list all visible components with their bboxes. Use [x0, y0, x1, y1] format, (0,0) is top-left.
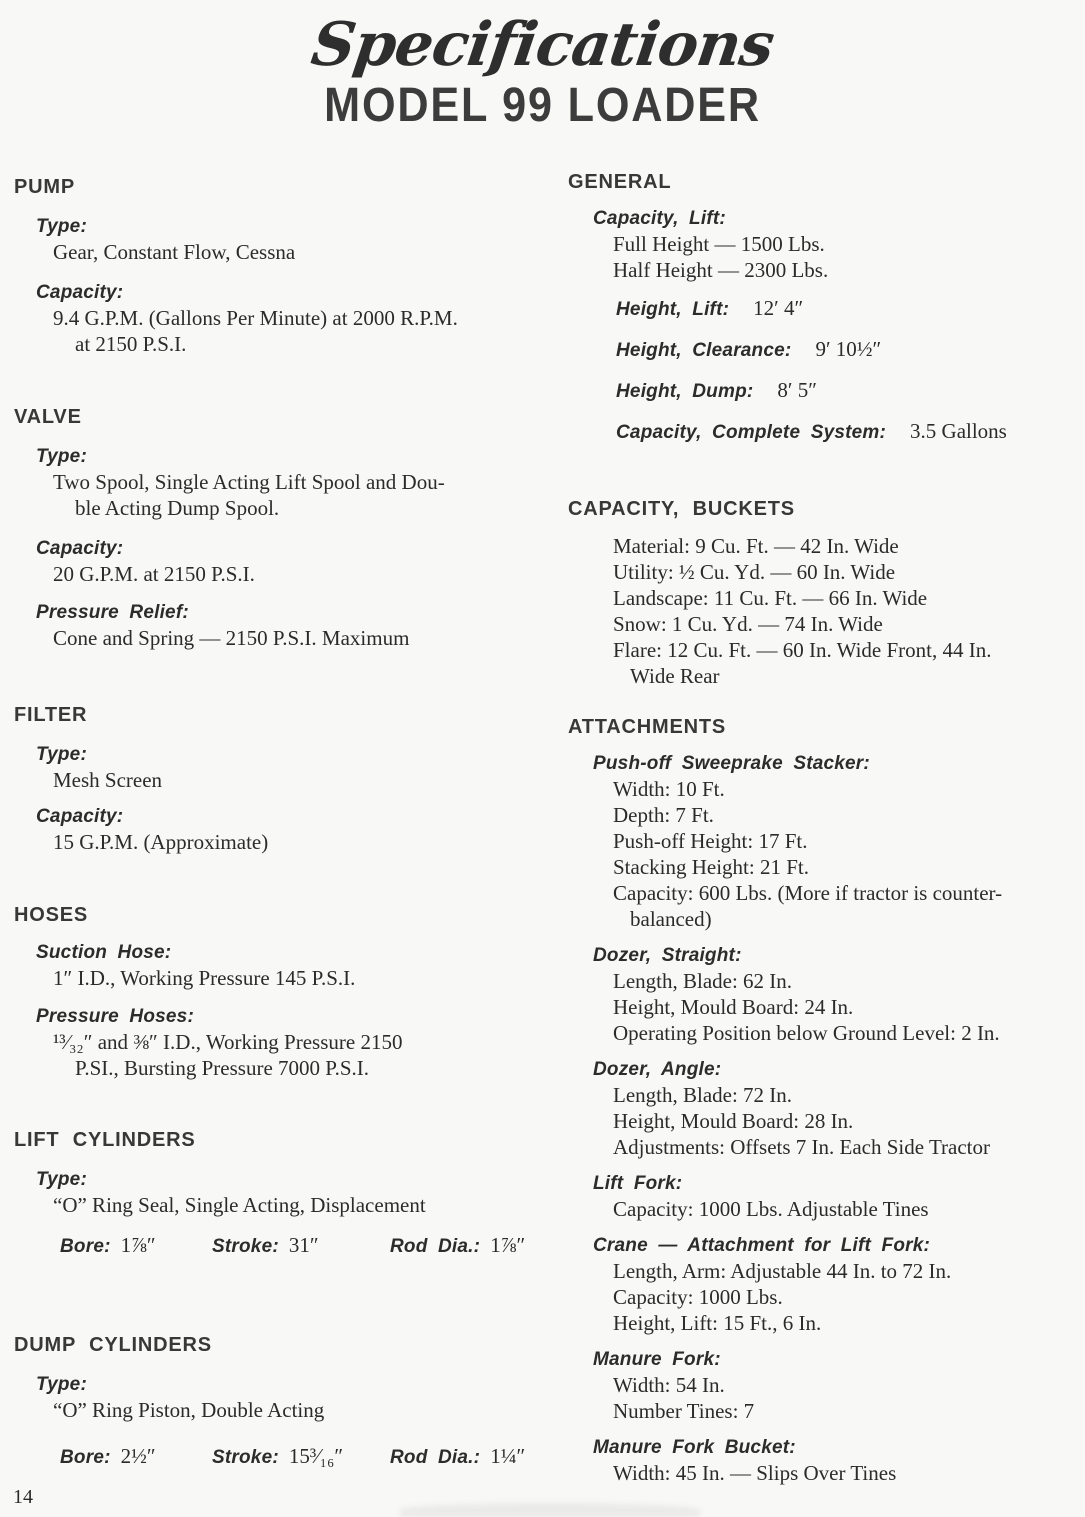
spec-value: 1¼″: [490, 1444, 526, 1468]
spec-value: Length, Arm: Adjustable 44 In. to 72 In.: [613, 1259, 952, 1283]
spec-value: 1⅞″: [490, 1233, 526, 1257]
spec-value: Adjustments: Offsets 7 In. Each Side Tractor: [613, 1135, 990, 1159]
cylinder-dimensions-row: [60, 1443, 549, 1472]
spec-label-dozer-straight: Dozer, Straight:: [593, 945, 742, 966]
page-number: 14: [13, 1486, 33, 1508]
section-heading-capacity-buckets: CAPACITY, BUCKETS: [568, 498, 795, 520]
spec-label-manure-fork-bucket: Manure Fork Bucket:: [593, 1437, 796, 1458]
section-capacity-buckets: [568, 497, 1085, 689]
spec-label-stroke: Stroke:: [212, 1236, 279, 1257]
spec-label-capacity-system: Capacity, Complete System:: [616, 422, 887, 443]
spec-value: 31″: [288, 1233, 319, 1257]
bucket-spec-flare-continued: Wide Rear: [630, 664, 720, 688]
spec-value: “O” Ring Piston, Double Acting: [53, 1398, 325, 1422]
spec-value: Capacity: 1000 Lbs.: [613, 1285, 783, 1309]
spec-value: Two Spool, Single Acting Lift Spool and Dou-: [53, 470, 445, 494]
page-title-script: Specifications: [307, 10, 778, 80]
section-pump: [14, 175, 549, 357]
spec-value: Operating Position below Ground Level: 2 In.: [613, 1021, 1000, 1045]
spec-value-continued: balanced): [630, 907, 712, 931]
scan-smudge-artifact: [400, 1503, 700, 1517]
spec-value: Height, Mould Board: 24 In.: [613, 995, 854, 1019]
spec-value: 12′ 4″: [753, 296, 804, 320]
spec-value: Half Height — 2300 Lbs.: [613, 258, 829, 282]
spec-value: Capacity: 1000 Lbs. Adjustable Tines: [613, 1197, 929, 1221]
spec-value: Width: 45 In. — Slips Over Tines: [613, 1461, 897, 1485]
spec-label-pressure-hoses: Pressure Hoses:: [36, 1006, 194, 1027]
spec-label-stroke: Stroke:: [212, 1447, 279, 1468]
cylinder-dimensions-row: [60, 1232, 549, 1261]
section-heading-dump-cylinders: DUMP CYLINDERS: [14, 1334, 212, 1356]
spec-label-lift-fork: Lift Fork:: [593, 1173, 683, 1194]
dimension-stroke: [212, 1232, 390, 1261]
spec-value: Mesh Screen: [53, 768, 163, 792]
section-attachments: [568, 715, 1085, 1486]
spec-value: 15³⁄₁₆″: [288, 1444, 344, 1468]
spec-label-capacity: Capacity:: [36, 806, 124, 827]
spec-value: “O” Ring Seal, Single Acting, Displacement: [53, 1193, 426, 1217]
spec-value: Capacity: 600 Lbs. (More if tractor is counter-: [613, 881, 1003, 905]
spec-label-height-lift: Height, Lift:: [616, 299, 730, 320]
spec-value: 8′ 5″: [777, 378, 818, 402]
spec-label-rod-dia: Rod Dia.:: [390, 1447, 481, 1468]
spec-value: Height, Lift: 15 Ft., 6 In.: [613, 1311, 822, 1335]
section-filter: [14, 703, 549, 855]
spec-value: 20 G.P.M. at 2150 P.S.I.: [53, 562, 255, 586]
spec-label-capacity: Capacity:: [36, 282, 124, 303]
section-heading-general: GENERAL: [568, 171, 672, 193]
spec-label-capacity: Capacity:: [36, 538, 124, 559]
bucket-spec-utility: Utility: ½ Cu. Yd. — 60 In. Wide: [613, 560, 896, 584]
spec-row-height-clearance: [591, 336, 1085, 365]
spec-row-capacity-system: [591, 418, 1085, 447]
section-heading-hoses: HOSES: [14, 904, 89, 926]
page-title-model: MODEL 99 LOADER: [324, 79, 761, 132]
spec-value: Gear, Constant Flow, Cessna: [53, 240, 296, 264]
spec-label-capacity-lift: Capacity, Lift:: [593, 208, 726, 229]
spec-label-type: Type:: [36, 744, 87, 765]
spec-value: Number Tines: 7: [613, 1399, 755, 1423]
spec-label-bore: Bore:: [60, 1236, 111, 1257]
spec-value: Width: 10 Ft.: [613, 777, 725, 801]
spec-label-type: Type:: [36, 1374, 87, 1395]
dimension-rod-dia: [390, 1232, 525, 1261]
section-heading-pump: PUMP: [14, 176, 75, 198]
spec-label-height-dump: Height, Dump:: [616, 381, 754, 402]
spec-value: Width: 54 In.: [613, 1373, 725, 1397]
spec-value: 15 G.P.M. (Approximate): [53, 830, 269, 854]
spec-row-height-dump: [591, 377, 1085, 406]
spec-row-height-lift: [591, 295, 1085, 324]
spec-value: Length, Blade: 72 In.: [613, 1083, 793, 1107]
spec-value: ¹³⁄₃₂″ and ⅜″ I.D., Working Pressure 2150: [53, 1030, 403, 1054]
spec-value: Stacking Height: 21 Ft.: [613, 855, 809, 879]
spec-label-pressure-relief: Pressure Relief:: [36, 602, 189, 623]
spec-value: Full Height — 1500 Lbs.: [613, 232, 825, 256]
dimension-bore: [60, 1232, 212, 1261]
section-dump-cylinders: [14, 1333, 549, 1472]
spec-value: Cone and Spring — 2150 P.S.I. Maximum: [53, 626, 410, 650]
spec-value-continued: at 2150 P.S.I.: [75, 332, 187, 356]
spec-value: 1″ I.D., Working Pressure 145 P.S.I.: [53, 966, 356, 990]
section-general: [568, 170, 1085, 447]
spec-label-suction-hose: Suction Hose:: [36, 942, 172, 963]
section-heading-valve: VALVE: [14, 406, 82, 428]
spec-value-continued: P.SI., Bursting Pressure 7000 P.S.I.: [75, 1056, 370, 1080]
dimension-rod-dia: [390, 1443, 525, 1472]
spec-label-type: Type:: [36, 216, 87, 237]
masthead: [0, 0, 1085, 130]
spec-label-type: Type:: [36, 1169, 87, 1190]
section-heading-filter: FILTER: [14, 704, 88, 726]
spec-label-crane: Crane — Attachment for Lift Fork:: [593, 1235, 931, 1256]
spec-value: 2½″: [120, 1444, 156, 1468]
spec-label-rod-dia: Rod Dia.:: [390, 1236, 481, 1257]
section-heading-attachments: ATTACHMENTS: [568, 716, 727, 738]
section-valve: [14, 405, 549, 651]
spec-value: 9.4 G.P.M. (Gallons Per Minute) at 2000 R.P.M.: [53, 306, 458, 330]
spec-value-continued: ble Acting Dump Spool.: [75, 496, 280, 520]
bucket-spec-snow: Snow: 1 Cu. Yd. — 74 In. Wide: [613, 612, 883, 636]
bucket-spec-material: Material: 9 Cu. Ft. — 42 In. Wide: [613, 534, 899, 558]
spec-label-manure-fork: Manure Fork:: [593, 1349, 721, 1370]
spec-value: Push-off Height: 17 Ft.: [613, 829, 808, 853]
dimension-bore: [60, 1443, 212, 1472]
spec-label-height-clearance: Height, Clearance:: [616, 340, 792, 361]
spec-label-dozer-angle: Dozer, Angle:: [593, 1059, 722, 1080]
dimension-stroke: [212, 1443, 390, 1472]
spec-label-bore: Bore:: [60, 1447, 111, 1468]
spec-value: 9′ 10½″: [815, 337, 882, 361]
spec-value: 3.5 Gallons: [910, 419, 1007, 443]
spec-value: Depth: 7 Ft.: [613, 803, 714, 827]
section-heading-lift-cylinders: LIFT CYLINDERS: [14, 1129, 196, 1151]
bucket-spec-flare: Flare: 12 Cu. Ft. — 60 In. Wide Front, 44 In.: [613, 638, 992, 662]
section-lift-cylinders: [14, 1128, 549, 1261]
spec-value: Length, Blade: 62 In.: [613, 969, 793, 993]
spec-value: Height, Mould Board: 28 In.: [613, 1109, 854, 1133]
spec-label-stacker: Push-off Sweeprake Stacker:: [593, 753, 870, 774]
section-hoses: [14, 903, 549, 1081]
spec-label-type: Type:: [36, 446, 87, 467]
spec-value: 1⅞″: [120, 1233, 156, 1257]
bucket-spec-landscape: Landscape: 11 Cu. Ft. — 66 In. Wide: [613, 586, 928, 610]
